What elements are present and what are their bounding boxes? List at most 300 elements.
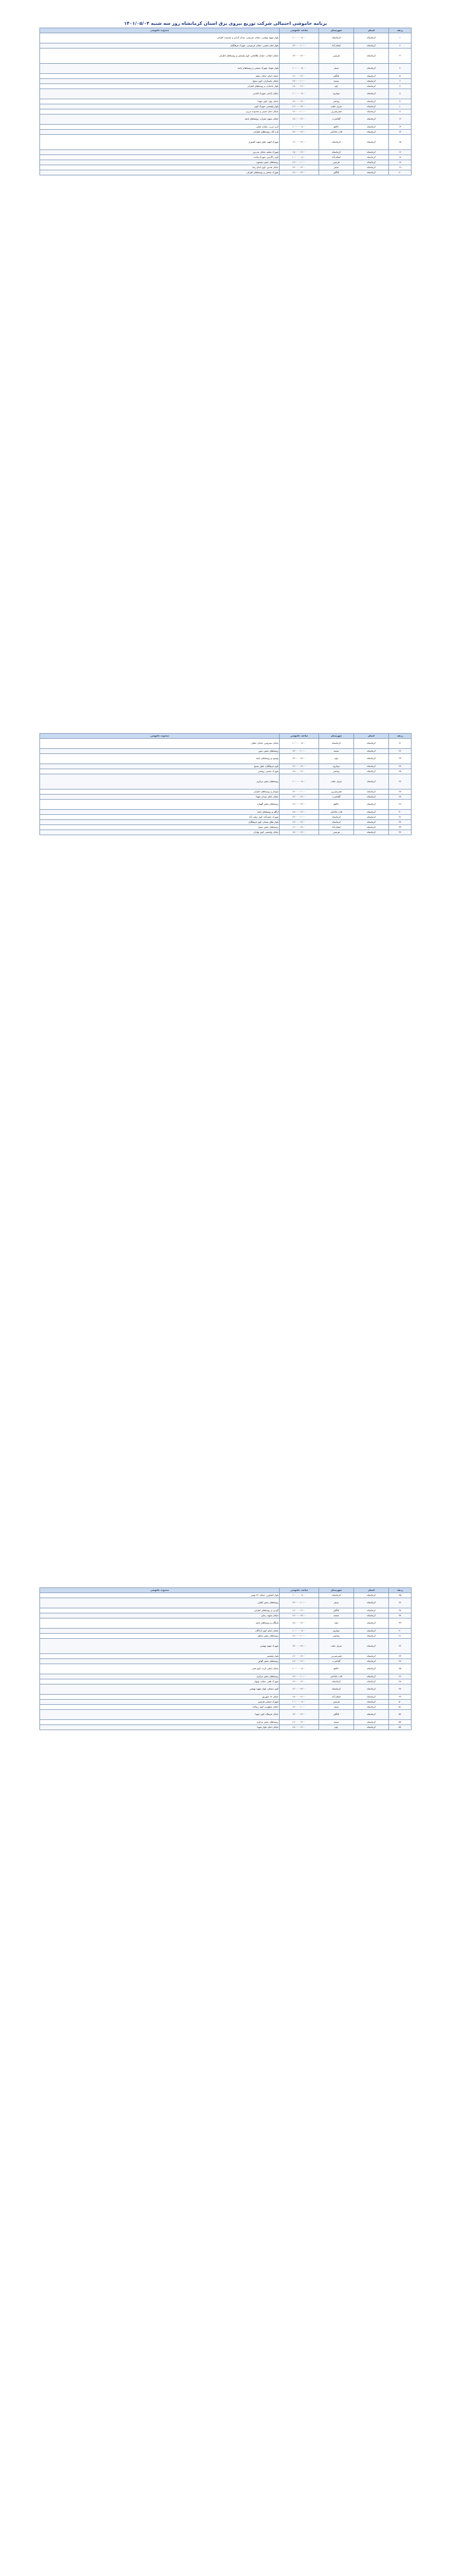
- cell-time: ۰۸:۰۰ - ۱۰:۰۰: [280, 33, 319, 43]
- cell-city: صحنه: [319, 749, 354, 754]
- cell-time: ۱۲:۰۰ - ۱۴:۰۰: [280, 48, 319, 64]
- cell-province: کرمانشاه: [354, 739, 389, 749]
- cell-time: ۱۴:۰۰ - ۱۶:۰۰: [280, 1654, 319, 1659]
- cell-time: ۱۶:۰۰ - ۱۸:۰۰: [280, 1695, 319, 1700]
- cell-province: کرمانشاه: [354, 1659, 389, 1664]
- cell-description: بلوار کشاورز، خیابان ۲۲ بهمن: [40, 1593, 280, 1598]
- header-city: شهرستان: [319, 1588, 354, 1593]
- cell-time: ۰۸:۰۰ - ۱۰:۰۰: [280, 739, 319, 749]
- cell-time: ۱۶:۰۰ - ۱۸:۰۰: [280, 1659, 319, 1664]
- cell-city: کرمانشاه: [319, 739, 354, 749]
- cell-province: کرمانشاه: [354, 795, 389, 800]
- table-row: [40, 1639, 412, 1654]
- cell-row-no: ۱۰: [389, 104, 412, 109]
- cell-time: ۱۰:۰۰ - ۱۲:۰۰: [280, 1705, 319, 1710]
- cell-description: خیابان ولیعصر، کوی بهاران: [40, 830, 280, 835]
- cell-city: صحنه: [319, 1720, 354, 1725]
- cell-description: خیابان پاسداران، کوی بسیج: [40, 79, 280, 84]
- table-row: [40, 764, 412, 769]
- table-row: [40, 1618, 412, 1629]
- cell-description: کوی زاگرس، شهرک ولایت: [40, 155, 280, 160]
- table-row: [40, 150, 412, 155]
- cell-description: خیابان امام، بلوار شهدا: [40, 1725, 280, 1730]
- cell-row-no: ۳۶: [389, 1598, 412, 1608]
- cell-description: بلوار ولیعصر: [40, 1654, 280, 1659]
- cell-description: بلوار امام خمینی، خیابان فردوسی، شهرک فرهنگیان: [40, 43, 280, 48]
- cell-city: کرمانشاه: [319, 1679, 354, 1684]
- table-row: [40, 1659, 412, 1664]
- cell-description: بلوار شهید بهشتی، خیابان شریعتی، میدان آزادی و محدوده اطراف: [40, 33, 280, 43]
- cell-province: کرمانشاه: [354, 104, 389, 109]
- cell-description: خیابان امام، کوی آزادگان: [40, 1629, 280, 1634]
- cell-description: خیابان امام، خیابان معلم: [40, 74, 280, 79]
- cell-row-no: ۱۸: [389, 160, 412, 165]
- cell-province: کرمانشاه: [354, 815, 389, 820]
- cell-city: سرپل ذهاب: [319, 104, 354, 109]
- cell-time: ۱۲:۰۰ - ۱۴:۰۰: [280, 1679, 319, 1684]
- cell-province: کرمانشاه: [354, 1593, 389, 1598]
- cell-time: ۱۶:۰۰ - ۱۸:۰۰: [280, 810, 319, 815]
- cell-city: اسلام آباد: [319, 155, 354, 160]
- cell-description: خیابان اصلی کرند، کوی فجر: [40, 1664, 280, 1674]
- table-row: [40, 79, 412, 84]
- cell-row-no: ۱۴: [389, 130, 412, 135]
- cell-row-no: ۳: [389, 48, 412, 64]
- cell-province: کرمانشاه: [354, 1608, 389, 1613]
- cell-description: خیابان انقلاب، خیابان طالقانی، کوی ولیعصر و روستاهای اطراف: [40, 48, 280, 64]
- cell-row-no: ۷: [389, 84, 412, 89]
- cell-time: ۱۴:۰۰ - ۱۶:۰۰: [280, 1613, 319, 1618]
- header-province: استان: [354, 28, 389, 33]
- cell-city: هرسین: [319, 830, 354, 835]
- cell-description: خیابان شهید رجایی: [40, 1613, 280, 1618]
- cell-province: کرمانشاه: [354, 89, 389, 99]
- table-row: [40, 1634, 412, 1639]
- cell-time: ۱۰:۰۰ - ۱۲:۰۰: [280, 109, 319, 114]
- cell-province: کرمانشاه: [354, 150, 389, 155]
- cell-description: شهرک صنعتی و روستاهای اطراف: [40, 170, 280, 175]
- cell-city: روانسر: [319, 1634, 354, 1639]
- cell-description: خیابان شهید چمران، روستاهای تابعه: [40, 114, 280, 125]
- cell-time: ۱۶:۰۰ - ۱۸:۰۰: [280, 1725, 319, 1730]
- cell-city: قصرشیرین: [319, 109, 354, 114]
- cell-description: بلوار ولیعصر، شهرک کوثر: [40, 104, 280, 109]
- cell-row-no: ۱: [389, 33, 412, 43]
- cell-province: کرمانشاه: [354, 135, 389, 150]
- cell-description: خیابان امام، میدان شهدا: [40, 795, 280, 800]
- cell-row-no: ۲۲: [389, 749, 412, 754]
- cell-description: شهرک ظفر، خیابان نوبهار: [40, 1679, 280, 1684]
- cell-city: کرمانشاه: [319, 820, 354, 825]
- table-row: [40, 104, 412, 109]
- cell-city: اسلام آباد: [319, 43, 354, 48]
- cell-description: سومار و روستاهای اطراف: [40, 789, 280, 795]
- cell-row-no: ۳۷: [389, 1608, 412, 1613]
- cell-description: بلوار جانبازان و روستاهای اطراف: [40, 84, 280, 89]
- cell-row-no: ۱۷: [389, 155, 412, 160]
- cell-row-no: ۲۷: [389, 789, 412, 795]
- cell-time: ۱۰:۰۰ - ۱۲:۰۰: [280, 815, 319, 820]
- cell-time: ۱۶:۰۰ - ۱۸:۰۰: [280, 830, 319, 835]
- cell-province: کرمانشاه: [354, 1598, 389, 1608]
- cell-province: کرمانشاه: [354, 754, 389, 764]
- table-row: [40, 754, 412, 764]
- cell-row-no: ۵۳: [389, 1720, 412, 1725]
- table-row: [40, 1695, 412, 1700]
- cell-row-no: ۱۱: [389, 109, 412, 114]
- cell-city: هرسین: [319, 160, 354, 165]
- cell-description: روستاهای بخش شاهو: [40, 1634, 280, 1639]
- cell-time: ۱۴:۰۰ - ۱۶:۰۰: [280, 1684, 319, 1695]
- cell-province: کرمانشاه: [354, 820, 389, 825]
- table-row: [40, 135, 412, 150]
- table-body-2: [40, 739, 412, 835]
- cell-row-no: ۳۴: [389, 830, 412, 835]
- cell-row-no: ۳۵: [389, 1593, 412, 1598]
- cell-city: جوانرود: [319, 764, 354, 769]
- cell-description: شهرک صنعتی روانسر: [40, 769, 280, 774]
- cell-province: کرمانشاه: [354, 1618, 389, 1629]
- table-row: [40, 1593, 412, 1598]
- cell-city: دالاهو: [319, 800, 354, 810]
- cell-city: دالاهو: [319, 1664, 354, 1674]
- cell-time: ۰۸:۰۰ - ۱۰:۰۰: [280, 1593, 319, 1598]
- cell-description: روستاهای بخش دینور: [40, 749, 280, 754]
- cell-row-no: ۳۹: [389, 1618, 412, 1629]
- cell-province: کرمانشاه: [354, 48, 389, 64]
- cell-city: کرمانشاه: [319, 1593, 354, 1598]
- cell-time: ۱۲:۰۰ - ۱۴:۰۰: [280, 820, 319, 825]
- cell-province: کرمانشاه: [354, 155, 389, 160]
- table-row: [40, 800, 412, 810]
- cell-time: ۱۴:۰۰ - ۱۶:۰۰: [280, 800, 319, 810]
- cell-province: کرمانشاه: [354, 99, 389, 104]
- table-row: [40, 89, 412, 99]
- table-row: [40, 109, 412, 114]
- cell-city: گیلانغرب: [319, 1659, 354, 1664]
- table-row: [40, 1608, 412, 1613]
- cell-province: کرمانشاه: [354, 1613, 389, 1618]
- cell-row-no: ۴۳: [389, 1654, 412, 1659]
- cell-time: ۱۲:۰۰ - ۱۴:۰۰: [280, 130, 319, 135]
- table-row: [40, 769, 412, 774]
- cell-row-no: ۲۸: [389, 795, 412, 800]
- cell-time: ۱۰:۰۰ - ۱۲:۰۰: [280, 79, 319, 84]
- table-row: [40, 125, 412, 130]
- table-row: [40, 1710, 412, 1720]
- cell-description: کوی مسکن، بلوار شهید بهشتی: [40, 1684, 280, 1695]
- table-row: [40, 1664, 412, 1674]
- cell-city: ثلاث باباجانی: [319, 130, 354, 135]
- cell-province: کرمانشاه: [354, 74, 389, 79]
- cell-description: شهرک شهید بهشتی: [40, 1639, 280, 1654]
- cell-province: کرمانشاه: [354, 1720, 389, 1725]
- cell-description: بلوار طاق بستان، کوی فرهنگیان: [40, 820, 280, 825]
- cell-time: ۰۸:۰۰ - ۱۰:۰۰: [280, 155, 319, 160]
- cell-city: روانسر: [319, 99, 354, 104]
- cell-description: خیابان بهار، کوی شهدا: [40, 99, 280, 104]
- cell-time: ۱۶:۰۰ - ۱۸:۰۰: [280, 1618, 319, 1629]
- cell-time: ۰۸:۰۰ - ۱۰:۰۰: [280, 1700, 319, 1705]
- cell-province: کرمانشاه: [354, 1654, 389, 1659]
- cell-time: ۰۸:۰۰ - ۱۰:۰۰: [280, 774, 319, 789]
- cell-row-no: ۲۳: [389, 754, 412, 764]
- table-row: [40, 1684, 412, 1695]
- cell-row-no: ۲۰: [389, 170, 412, 175]
- cell-province: کرمانشاه: [354, 810, 389, 815]
- cell-city: صحنه: [319, 1613, 354, 1618]
- cell-time: ۱۲:۰۰ - ۱۴:۰۰: [280, 1639, 319, 1654]
- cell-province: کرمانشاه: [354, 830, 389, 835]
- table-row: [40, 114, 412, 125]
- cell-time: ۱۶:۰۰ - ۱۸:۰۰: [280, 769, 319, 774]
- cell-province: کرمانشاه: [354, 1629, 389, 1634]
- cell-time: ۱۰:۰۰ - ۱۲:۰۰: [280, 749, 319, 754]
- table-body-3: [40, 1593, 412, 1730]
- cell-time: ۱۴:۰۰ - ۱۶:۰۰: [280, 74, 319, 79]
- table-row: [40, 1598, 412, 1608]
- cell-city: پاوه: [319, 84, 354, 89]
- cell-province: کرمانشاه: [354, 1674, 389, 1679]
- cell-description: ازگله و روستاهای تابعه: [40, 810, 280, 815]
- cell-province: کرمانشاه: [354, 800, 389, 810]
- cell-description: روستاهای بخش مرکزی: [40, 1720, 280, 1725]
- cell-province: کرمانشاه: [354, 165, 389, 170]
- table-row: [40, 64, 412, 74]
- cell-city: کرمانشاه: [319, 150, 354, 155]
- cell-city: هرسین: [319, 1700, 354, 1705]
- cell-time: ۱۴:۰۰ - ۱۶:۰۰: [280, 104, 319, 109]
- cell-time: ۱۶:۰۰ - ۱۸:۰۰: [280, 150, 319, 155]
- cell-time: ۱۴:۰۰ - ۱۶:۰۰: [280, 1720, 319, 1725]
- cell-row-no: ۵: [389, 74, 412, 79]
- cell-city: پاوه: [319, 754, 354, 764]
- header-time: ساعت خاموشی: [280, 28, 319, 33]
- cell-province: کرمانشاه: [354, 160, 389, 165]
- cell-time: ۱۶:۰۰ - ۱۸:۰۰: [280, 114, 319, 125]
- table-body-1: [40, 33, 412, 175]
- cell-city: کنگاور: [319, 1710, 354, 1720]
- table-row: [40, 1705, 412, 1710]
- cell-province: کرمانشاه: [354, 1664, 389, 1674]
- outage-table-1: [39, 28, 412, 175]
- cell-city: پاوه: [319, 1725, 354, 1730]
- cell-description: شهرک جعفرآباد، کوی دولت آباد: [40, 815, 280, 820]
- cell-city: جوانرود: [319, 89, 354, 99]
- cell-description: تازه آباد، روستاهای اطراف: [40, 130, 280, 135]
- cell-time: ۱۲:۰۰ - ۱۴:۰۰: [280, 1608, 319, 1613]
- cell-city: سنقر: [319, 64, 354, 74]
- table-row: [40, 84, 412, 89]
- cell-row-no: ۴۰: [389, 1629, 412, 1634]
- cell-row-no: ۲۴: [389, 764, 412, 769]
- cell-description: کوی فرهنگیان، بلوار بسیج: [40, 764, 280, 769]
- cell-row-no: ۴۱: [389, 1634, 412, 1639]
- cell-city: صحنه: [319, 79, 354, 84]
- table-row: [40, 1679, 412, 1684]
- cell-province: کرمانشاه: [354, 1725, 389, 1730]
- cell-description: شهرک معلم، خیابان مدرس: [40, 150, 280, 155]
- cell-city: اسلام آباد: [319, 825, 354, 830]
- outage-table-3: [39, 1587, 412, 1730]
- cell-description: خیابان آزادی، شهرک الغدیر: [40, 89, 280, 99]
- table-row: [40, 774, 412, 789]
- cell-province: کرمانشاه: [354, 125, 389, 130]
- cell-description: روستاهای بخش گواور: [40, 1659, 280, 1664]
- cell-row-no: ۳۱: [389, 815, 412, 820]
- cell-description: روستاهای بخش گهواره: [40, 800, 280, 810]
- table-row: [40, 165, 412, 170]
- cell-city: کرمانشاه: [319, 1684, 354, 1695]
- cell-row-no: ۴۹: [389, 1695, 412, 1700]
- header-row-no: ردیف: [389, 1588, 412, 1593]
- cell-row-no: ۳۰: [389, 810, 412, 815]
- cell-time: ۱۰:۰۰ - ۱۲:۰۰: [280, 789, 319, 795]
- cell-row-no: ۲۱: [389, 739, 412, 749]
- header-row-no: ردیف: [389, 28, 412, 33]
- cell-city: کرمانشاه: [319, 815, 354, 820]
- table-header-row: [40, 734, 412, 739]
- cell-row-no: ۲: [389, 43, 412, 48]
- cell-description: خیابان قدس، کوی امام رضا: [40, 165, 280, 170]
- table-row: [40, 1725, 412, 1730]
- cell-province: کرمانشاه: [354, 749, 389, 754]
- header-time: ساعت خاموشی: [280, 1588, 319, 1593]
- cell-row-no: ۴۸: [389, 1684, 412, 1695]
- cell-city: جوانرود: [319, 1629, 354, 1634]
- cell-description: خیابان امام خمینی و محدوده مرزی: [40, 109, 280, 114]
- cell-description: باینگان و روستاهای تابعه: [40, 1618, 280, 1629]
- cell-province: کرمانشاه: [354, 1710, 389, 1720]
- table-row: [40, 170, 412, 175]
- table-row: [40, 820, 412, 825]
- table-row: [40, 1613, 412, 1618]
- cell-province: کرمانشاه: [354, 1695, 389, 1700]
- table-row: [40, 749, 412, 754]
- cell-city: کنگاور: [319, 170, 354, 175]
- header-city: شهرستان: [319, 734, 354, 739]
- cell-province: کرمانشاه: [354, 1679, 389, 1684]
- table-row: [40, 1629, 412, 1634]
- cell-province: کرمانشاه: [354, 789, 389, 795]
- cell-province: کرمانشاه: [354, 170, 389, 175]
- document-title: برنامه خاموشی احتمالی شرکت توزیع نیروی برق استان کرمانشاه روز سه شنبه ۱۴۰۱/۰۵/۰۴: [123, 21, 328, 26]
- document-page-1: [39, 20, 412, 589]
- cell-time: ۱۲:۰۰ - ۱۴:۰۰: [280, 99, 319, 104]
- table-row: [40, 160, 412, 165]
- cell-city: کنگاور: [319, 74, 354, 79]
- table-row: [40, 1720, 412, 1725]
- table-row: [40, 830, 412, 835]
- cell-row-no: ۳۲: [389, 820, 412, 825]
- cell-description: خیابان مطهری، کوی رسالت: [40, 1705, 280, 1710]
- cell-province: کرمانشاه: [354, 1705, 389, 1710]
- cell-city: هرسین: [319, 48, 354, 64]
- cell-description: روستاهای بخش مرکزی: [40, 1674, 280, 1679]
- cell-province: کرمانشاه: [354, 79, 389, 84]
- cell-province: کرمانشاه: [354, 109, 389, 114]
- table-row: [40, 789, 412, 795]
- cell-time: ۱۶:۰۰ - ۱۸:۰۰: [280, 84, 319, 89]
- cell-province: کرمانشاه: [354, 774, 389, 789]
- cell-province: کرمانشاه: [354, 33, 389, 43]
- cell-time: ۰۸:۰۰ - ۱۰:۰۰: [280, 64, 319, 74]
- cell-province: کرمانشاه: [354, 84, 389, 89]
- cell-time: ۱۲:۰۰ - ۱۴:۰۰: [280, 1710, 319, 1720]
- cell-city: روانسر: [319, 769, 354, 774]
- cell-description: خیابان فرهنگ، کوی شهدا: [40, 1710, 280, 1720]
- cell-row-no: ۵۴: [389, 1725, 412, 1730]
- cell-city: سرپل ذهاب: [319, 1639, 354, 1654]
- cell-description: خیابان سیروس، خیابان جلیلی: [40, 739, 280, 749]
- cell-description: بلوار شهدا، شهرک صنعتی و روستاهای تابعه: [40, 64, 280, 74]
- document-page-3: [39, 1587, 412, 2518]
- cell-city: کرمانشاه: [319, 135, 354, 150]
- cell-city: سنقر: [319, 1598, 354, 1608]
- table-row: [40, 130, 412, 135]
- cell-time: ۱۲:۰۰ - ۱۴:۰۰: [280, 754, 319, 764]
- outage-table-2: [39, 733, 412, 835]
- cell-time: ۱۰:۰۰ - ۱۲:۰۰: [280, 1634, 319, 1639]
- cell-city: سنقر: [319, 1705, 354, 1710]
- header-description: محدوده خاموشی: [40, 1588, 280, 1593]
- cell-province: کرمانشاه: [354, 114, 389, 125]
- header-time: ساعت خاموشی: [280, 734, 319, 739]
- cell-time: ۱۰:۰۰ - ۱۲:۰۰: [280, 160, 319, 165]
- cell-time: ۱۰:۰۰ - ۱۲:۰۰: [280, 1674, 319, 1679]
- cell-city: سنقر: [319, 165, 354, 170]
- cell-time: ۱۰:۰۰ - ۱۲:۰۰: [280, 1598, 319, 1608]
- table-row: [40, 795, 412, 800]
- cell-time: ۰۸:۰۰ - ۱۰:۰۰: [280, 1664, 319, 1674]
- header-province: استان: [354, 734, 389, 739]
- cell-city: اسلام آباد: [319, 1695, 354, 1700]
- table-row: [40, 74, 412, 79]
- cell-province: کرمانشاه: [354, 130, 389, 135]
- cell-description: خیابان ۱۷ شهریور: [40, 1695, 280, 1700]
- cell-row-no: ۱۵: [389, 135, 412, 150]
- cell-time: ۱۲:۰۰ - ۱۴:۰۰: [280, 795, 319, 800]
- cell-row-no: ۳۸: [389, 1613, 412, 1618]
- cell-row-no: ۲۶: [389, 774, 412, 789]
- cell-province: کرمانشاه: [354, 1634, 389, 1639]
- cell-time: ۱۴:۰۰ - ۱۶:۰۰: [280, 764, 319, 769]
- cell-row-no: ۱۳: [389, 125, 412, 130]
- cell-description: روستاهای بخش مرکزی: [40, 774, 280, 789]
- cell-row-no: ۵۰: [389, 1700, 412, 1705]
- cell-city: کنگاور: [319, 1608, 354, 1613]
- header-city: شهرستان: [319, 28, 354, 33]
- table-row: [40, 739, 412, 749]
- cell-province: کرمانشاه: [354, 825, 389, 830]
- cell-description: گودین و روستاهای اطراف: [40, 1608, 280, 1613]
- table-row: [40, 810, 412, 815]
- cell-time: ۰۸:۰۰ - ۱۰:۰۰: [280, 125, 319, 130]
- document-page-2: [39, 733, 412, 1370]
- cell-province: کرمانشاه: [354, 1639, 389, 1654]
- cell-row-no: ۵۲: [389, 1710, 412, 1720]
- cell-description: روستاهای بخش کلیایی: [40, 1598, 280, 1608]
- cell-row-no: ۸: [389, 89, 412, 99]
- cell-row-no: ۱۲: [389, 114, 412, 125]
- table-row: [40, 1674, 412, 1679]
- cell-row-no: ۳۳: [389, 825, 412, 830]
- cell-row-no: ۲۹: [389, 800, 412, 810]
- header-row-no: ردیف: [389, 734, 412, 739]
- cell-time: ۱۴:۰۰ - ۱۶:۰۰: [280, 135, 319, 150]
- table-row: [40, 815, 412, 820]
- cell-city: کرمانشاه: [319, 33, 354, 43]
